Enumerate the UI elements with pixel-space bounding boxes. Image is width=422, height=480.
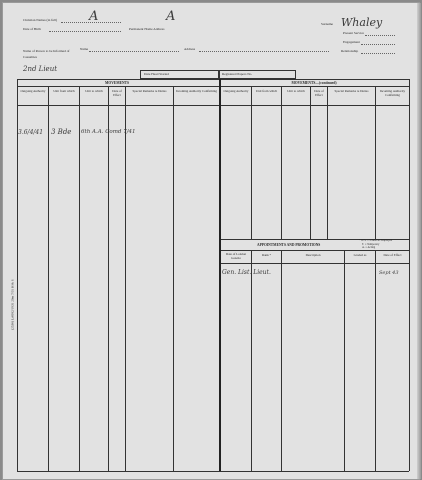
header-incoming-authority: Incoming Authority Confirming [176,89,217,93]
appt-header-rank: Rank * [261,253,272,257]
header-outgoing-authority: Outgoing Authority [20,89,46,93]
present-service-line [365,35,395,36]
relationship-label: Relationship [341,49,359,53]
appointments-header-rule [221,263,409,264]
movements-subhead-rule [17,86,409,87]
appt-col-line [251,250,252,471]
col-line [310,86,311,239]
header-special-remarks: Special Remarks re Duties [132,89,167,93]
appt-col-line [375,250,376,471]
christian-names-label: Christian Names (in full) [23,18,57,22]
col-line [17,79,18,471]
legend-t: T. = Temporary [362,242,380,246]
header-incoming-authority-2: Incoming Authority Confirming [379,89,406,97]
col-line [173,86,174,471]
paper-edge [417,3,421,479]
col-line [375,86,376,239]
appointments-subhead-rule [221,250,409,251]
header-unit-from: Unit from which [53,89,75,93]
name-label: Name [80,47,89,51]
relationship-line [361,53,395,54]
address-line [199,51,329,52]
col-line [79,86,80,471]
header-special-remarks-2: Special Remarks re Duties [334,89,369,93]
row1-outgoing-authority: 3.6/4/41 [18,129,44,136]
appt-date-handwriting: Sept 43 [379,270,399,276]
appt-header-description: Description [305,253,321,257]
address-label: Address [184,47,196,51]
movements-top-rule [17,79,409,80]
header-date-of-effect: Date of Effect [112,89,122,97]
col-line [251,86,252,239]
date-of-birth-label: Date of Birth [23,27,41,31]
date-head-started-label: Date Head Started [144,72,169,76]
col-line [327,86,328,239]
header-unit-to: Unit to which [85,89,103,93]
appt-header-date-of-effect: Date of Effect [383,253,402,257]
header-unit-to-2: Unit to which [287,89,305,93]
rank-note-handwriting: 2nd Lieut [23,65,58,73]
record-card [2,2,420,480]
permanent-address-label: Permanent Home Address [129,27,165,31]
next-of-kin-label: Name of Person to be Informed of Casualties [23,49,70,60]
header-date-of-effect-2: Date of Effect [314,89,324,97]
movements-title: MOVEMENTS [105,81,129,85]
home-address-handwriting: A [166,9,176,24]
row1-unit-to: 6th A.A. Comd 7/41 [81,129,136,135]
header-unit-from-2: Unit from which [255,89,278,93]
engagement-label: Engagement [343,40,360,44]
appt-col-line [281,250,282,471]
center-divider [219,79,221,471]
appt-entry-handwriting: Gen. List. Lieut. [222,269,271,276]
date-of-birth-line [49,31,121,32]
col-line [125,86,126,471]
legend-a: A. = Acting [362,246,376,249]
col-line [108,86,109,471]
registered-papers-label: Registered Papers No. [222,72,253,76]
movements-bottom-rule [17,471,409,472]
movements-continued-title: MOVEMENTS—(continued) [291,81,337,85]
row1-unit-from: 3 Bde [51,128,72,136]
side-print-reference: (2536) Lt6582/1931 20m 7/31 H & S [10,279,15,331]
name-line [89,51,179,52]
date-head-started-box [140,70,220,79]
surname-handwriting: Whaley [341,16,383,29]
appt-col-line [344,250,345,471]
appointments-title: APPOINTMENTS AND PROMOTIONS [257,243,321,247]
surname-label: Surname [321,22,334,26]
present-service-label: Present Service [343,31,364,35]
header-outgoing-authority-2: Outgoing Authority [223,89,249,93]
legend-ws: * W.S. = Whilst so Employed [359,239,393,242]
movements-header-rule [17,105,409,106]
registered-papers-box [218,70,296,79]
appt-header-graded-as: Graded as [353,253,367,257]
col-line [48,86,49,471]
col-line [409,79,410,471]
col-line [281,86,282,239]
christian-names-handwriting: A [89,9,99,24]
engagement-line [361,44,395,45]
appt-header-date-gazette: Date of London Gazette [225,252,247,260]
